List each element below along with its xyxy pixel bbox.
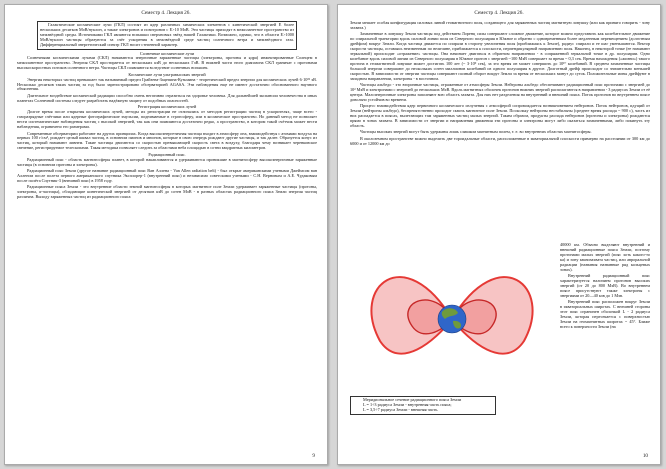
page-number: 10 (642, 453, 648, 459)
heading-registration: Регистрация космических лучей (137, 104, 197, 110)
registration-paragraph-1: Долгое время после открытия космических лучей, методы их регистрации не отличались от методов регистрации частиц в ускорителях, чаще всего - газоразрядные счётчики или ядерные фотографические эмульсии, поднимаемые в стратосферу, или в космическое пространство. Но данный метод не позволяет вести систематические наблюдения частиц с высокой энергией, так как они появляются достаточно редко, а пространство, в котором такой счётчик может вести наблюдения, ограничено его размерами. (17, 109, 317, 129)
caption-title: Меридиональное сечение радиационного пояса Земли (363, 397, 462, 402)
radiation-belt-diagram (350, 246, 555, 392)
radiation-belt-paragraph-2: Радиационный пояс Земли (другое название радиационный пояс Ван Аллена - Van Allen radiation belt) - был открыт американскими учеными Джеймсом ван Алленом после полета первого американского спутника Эксплорер-1 (внутренний пояс) и независимо советскими учеными - С.Н. Верновым и А.Е. Чудаковым после полёта Спутник-3 (внешний пояс) в 1958 году. (17, 168, 317, 183)
side-paragraph-3: Внутренний пояс расположен вокруг Земли в экваториальных широтах. С внешней стороны этот пояс ограничен оболочкой L - 2 радиуса Земли, которая пересекается с поверхностью Земли на геомагнитных широтах ~ 45°. Ближе всего к поверхности Земли (на (560, 299, 650, 329)
page-number: 9 (312, 453, 315, 459)
intro-paragraph: Галактические космические лучи (ГКЛ) состоят из ядер различных химических элементов с кинетической энергией Е более нескольких десятков МэВ/нуклон, а также электронов и позитронов с Е>10 МэВ. Эти частицы приходят в межпланетное пространство из межзвёздной среды. Источниками ГКЛ являются вспышки сверхновых звёзд нашей Галактики. Возможно, однако, что в области Е>1000 МэВ/нуклон частицы образуются за счёт ускорения в межзвёздной среде частиц солнечного ветра и межзвёздного газа. Дифференциальный энергетический спектр ГКЛ носит степенной характер. (40, 22, 294, 47)
side-column (560, 243, 650, 331)
side-paragraph-2: Внутренний радиационный пояс характеризуется наличием протонов высоких энергий (от 20 до 800 МэВ). Во внутреннем поясе присутствуют также электроны с энергиями от 20—40 кэв до 1 Мэв. (560, 273, 650, 298)
trap-paragraph-2: Захваченные в ловушку Земли частицы под действием Лоренц силы совершают сложное движение, которое можно представить как колебательное движение по спиральной траектории вдоль силовой линии поля из Северного полушария в Южное и обратно с одновременным более медленным перемещением (долготным дрейфом) вокруг Земли. Когда частица движется по спирали в сторону увеличения поля (приближаясь к Земле), радиус спирали и ее шаг уменьшаются. Вектор скорости частицы, оставаясь неизменным по величине, приближается к плоскости, перпендикулярной направлению поля. Наконец, в некоторой точке (ее называют зеркальной) происходит «отражение» частицы. Она начинает двигаться в обратном направлении - в сопряженной зеркальной точке в др. полушарии. Одно колебание вдоль силовой линии из Северного полушария в Южное протон с энергией ~100 МэВ совершает за время ~ 0,3 сек. Время нахождения («жизни») такого протона в геомагнитной ловушке может достигать 100 лет (~ 3·10⁹ сек), за это время он может совершить до 10¹⁰ колебаний. В среднем захваченные частицы большой энергии совершают до нескольких сотен миллионов колебаний из одного полушария в другое. Долготный дрейф происходит со значительно меньшей скоростью. В зависимости от энергии частицы совершают полный оборот вокруг Земли за время от нескольких минут до суток. Положительные ионы дрейфуют в западном направлении, электроны - в восточном. (350, 31, 650, 81)
radiation-belt-paragraph-1: Радиационный пояс - область магнитосферы планет, в которой накапливаются и удерживаются проникшие в магнитосферу высокоэнергичные заряженные частицы (в основном протоны и электроны). (17, 156, 317, 167)
toroidal-paragraph: В околоземном пространстве можно выделить две тороидальные области, расположенные в экваториальной плоскости примерно на расстоянии от 300 км до 6000 и от 12000 км до (350, 135, 650, 146)
page-body (17, 21, 317, 450)
left-page (4, 4, 328, 465)
high-energy-paragraph: Частицы высоких энергий могут быть удержаны лишь слишком магнитным полем, т. е. во внутренних областях магнитосферы. (360, 129, 592, 135)
heading-radiation-belt: Радиационный пояс. (148, 151, 186, 157)
uhe-paragraph-2: Длительное воздействие космической радиации способно очень негативно отразиться на здоровье человека. Для дальнейшей экспансии человечества в иных планетах Солнечной системы следует разработать надёжную защиту от подобных опасностей. (17, 92, 317, 103)
running-header: Семестр 4. Лекция 26. (141, 10, 191, 16)
side-paragraph-1: 40000 км. Обычно выделяют внутренний и внешний радиационные пояса Земли, поэтому протонами малых энергий (пояс хоть какого-то ка) и зону квазизахвата частиц, или авроральной радиации (названия названные ряд кольцевых зонах). (560, 242, 650, 272)
radiation-belt-figure (350, 246, 555, 445)
earth-globe (438, 305, 466, 333)
caption-line-inner: L = 1÷3 радиуса Земли - внутренняя часть пояса; (363, 401, 452, 407)
caption-line-outer: L = 3,5÷7 радиуса Земли - внешняя часть. (363, 406, 439, 412)
uhe-paragraph-1: Энергия некоторых частиц превышает так называемый предел Грайзена-Зацепина-Кузьмина - теоретический предел энергии для космических лучей 6·10¹⁹ эВ. Несколько десятков таких частиц за год было зарегистрировано обсерваторией AGASA. Эти наблюдения еще не имеют достаточно обоснованного научного объяснения. (17, 76, 317, 92)
heading-uhe-rays: Космические лучи ультравысоких энергий (128, 71, 206, 77)
running-header: Семестр 4. Лекция 26. (474, 10, 524, 16)
gkl-box (37, 21, 297, 50)
solar-paragraph: Солнечными космическими лучами (СКЛ) называются энергичные заряженные частицы (электроны, протоны и ядра) инжектированные Солнцем в межпланетное пространство. Энергия СКЛ простирается от нескольких кэВ до нескольких ГэВ. В нижней части этого диапазона СКЛ граничат с протонами высокоскоростных потоков солнечного ветра. Частицы СКЛ появляются вследствие солнечных вспышек. (17, 55, 317, 71)
right-page (337, 4, 661, 465)
neutron-paragraph: Процесс взаимодействия ядер первичного космического излучения с атмосферой сопровождается возникновением нейтронов. Поток нейтронов, идущий от Земли (нейтроны альбедо), беспрепятственно проходит сквозь магнитное поле Земли. Поскольку нейтроны нестабильны (среднее время распада ~ 900 с), часть из них распадается в поясах, вылетающих там заряженных частиц малых энергий. Таким образом, продукты распада нейтронов (протоны и электроны) рождаются прямо в зонах захвата. В зависимости от энергии и направления движения эти протоны и электроны могут либо оказаться захваченными, либо покинуть эту область. (350, 103, 650, 128)
figure-caption (350, 396, 496, 415)
albedo-paragraph: Частицы альбедо - это вторичные частицы, отраженные от атмосферы Земли. Нейтроны альбедо обеспечивают радиационный пояс протонами с энергией до 10³ МэВ и электронами с энергией до нескольких МэВ. Вдоль магнитных оболочек протонов нижних энергий располагаются в направлении - 3 радиусах Земли от её центра. Малоэнергичные электроны заполняют всю область захвата. Для них нет разделения на внутренний и внешний пояса. Поток протонов во внутреннем поясе довольно устойчив во времени. (350, 82, 650, 102)
radiation-belt-paragraph-3: Радиационные пояса Земли - это внутренние области земной магнитосферы в которых магнитное поле Земли удерживает заряженные частицы (протоны, электроны, α-частицы), обладающие кинетической энергией от десятков кэВ до сотен МэВ - в разных областях радиационного пояса Земли энергия частиц различна. Выходу заряженных частиц из радиационного пояса (17, 184, 317, 200)
page-body (350, 21, 650, 450)
trap-paragraph-1: Земли мешает особая конфигурация силовых линий геомагнитного поля, создающего для заряженных частиц магнитную ловушку (или как принято говорить - зону захвата.) (350, 21, 650, 30)
heading-solar-rays: Солнечные космические лучи (139, 50, 195, 56)
registration-paragraph-2: Современные обсерватории работают на других принципах. Когда высокоэнергетичная частица входит в атмосферу она, взаимодействуя с атомами воздуха на первых 100 г/см², рождает целый шквал частиц, в основном пионов и мюонов, которые в свою очередь рождают другие частицы, и так далее. Образуется конус из частиц, который называют ливнем. Такие частицы двигаются со скоростью превышающей скорость света в воздуху, благодаря чему возникает черенковское свечение, регистрируемое телескопами. Такая методика позволяет следить за областями неба площадью в сотни квадратных километров. (17, 130, 317, 151)
